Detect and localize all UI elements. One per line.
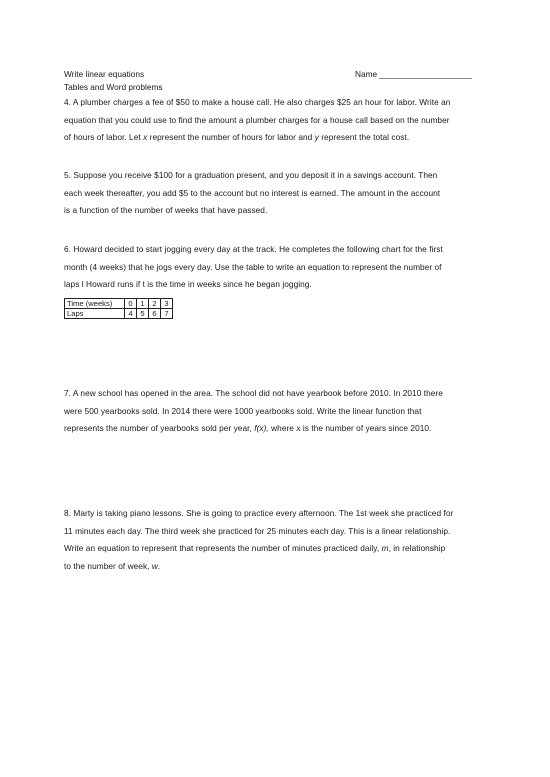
- problem-7-line-1: 7. A new school has opened in the area. The school did not have yearbook before 2010. In 2010 there: [64, 388, 443, 398]
- problem-6-line-3: laps l Howard runs if t is the time in weeks since he began jogging.: [64, 279, 312, 290]
- table-cell: 0: [125, 299, 137, 309]
- table-cell: 5: [137, 309, 149, 319]
- problem-6-line-2: month (4 weeks) that he jogs every day. Use the table to write an equation to represent the number of: [64, 261, 442, 272]
- worksheet-title: Write linear equations: [64, 69, 145, 79]
- problem-7: [64, 385, 492, 438]
- table-row-label: Laps: [65, 309, 125, 319]
- name-field-label: Name ____________________: [355, 69, 472, 79]
- problem-4-line-1: 4. A plumber charges a fee of $50 to make a house call. He also charges $25 an hour for labor. Write an: [64, 97, 451, 107]
- table-cell: 1: [137, 299, 149, 309]
- problem-8-line-3: Write an equation to represent that represents the number of minutes practiced daily, m, in relationship: [64, 543, 446, 554]
- table-cell: 2: [149, 299, 161, 309]
- problem-4-line-2: equation that you could use to find the amount a plumber charges for a house call based on the number: [64, 114, 450, 125]
- table-cell: 4: [125, 309, 137, 319]
- worksheet-subtitle: Tables and Word problems: [64, 82, 163, 92]
- problem-number: 6.: [64, 244, 72, 254]
- problem-7-line-2: were 500 yearbooks sold. In 2014 there were 1000 yearbooks sold. Write the linear function that: [64, 405, 422, 416]
- problem-5-line-3: is a function of the number of weeks that have passed.: [64, 205, 268, 216]
- problem-5-line-2: each week thereafter, you add $5 to the account but no interest is earned. The amount in the account: [64, 187, 441, 198]
- problem-8-line-4: to the number of week, w.: [64, 560, 161, 571]
- problem-number: 8.: [64, 508, 72, 518]
- problem-number: 4.: [64, 97, 72, 107]
- problem-8-line-1: 8. Marty is taking piano lessons. She is going to practice every afternoon. The 1st week she practiced for: [64, 508, 454, 518]
- table-row: [65, 299, 173, 309]
- problem-4: [64, 94, 492, 147]
- table-cell: 7: [161, 309, 173, 319]
- problem-4-line-3: of hours of labor. Let x represent the number of hours for labor and y represent the total cost.: [64, 132, 410, 143]
- problem-number: 5.: [64, 170, 72, 180]
- table-row: [65, 309, 173, 319]
- table-row-label: Time (weeks): [65, 299, 125, 309]
- problem-6-line-1: 6. Howard decided to start jogging every day at the track. He completes the following chart for the first: [64, 244, 443, 254]
- jogging-table: [64, 298, 173, 319]
- problem-8: [64, 505, 492, 575]
- table-cell: 3: [161, 299, 173, 309]
- problem-number: 7.: [64, 388, 72, 398]
- problem-8-line-2: 11 minutes each day. The third week she practiced for 25 minutes each day. This is a linear relationship.: [64, 525, 451, 536]
- problem-5-line-1: 5. Suppose you receive $100 for a graduation present, and you deposit it in a savings account. Then: [64, 170, 438, 180]
- problem-5: [64, 167, 492, 220]
- problem-6: [64, 241, 492, 294]
- table-cell: 6: [149, 309, 161, 319]
- problem-7-line-3: represents the number of yearbooks sold per year, f(x), where x is the number of years since 2010.: [64, 423, 432, 434]
